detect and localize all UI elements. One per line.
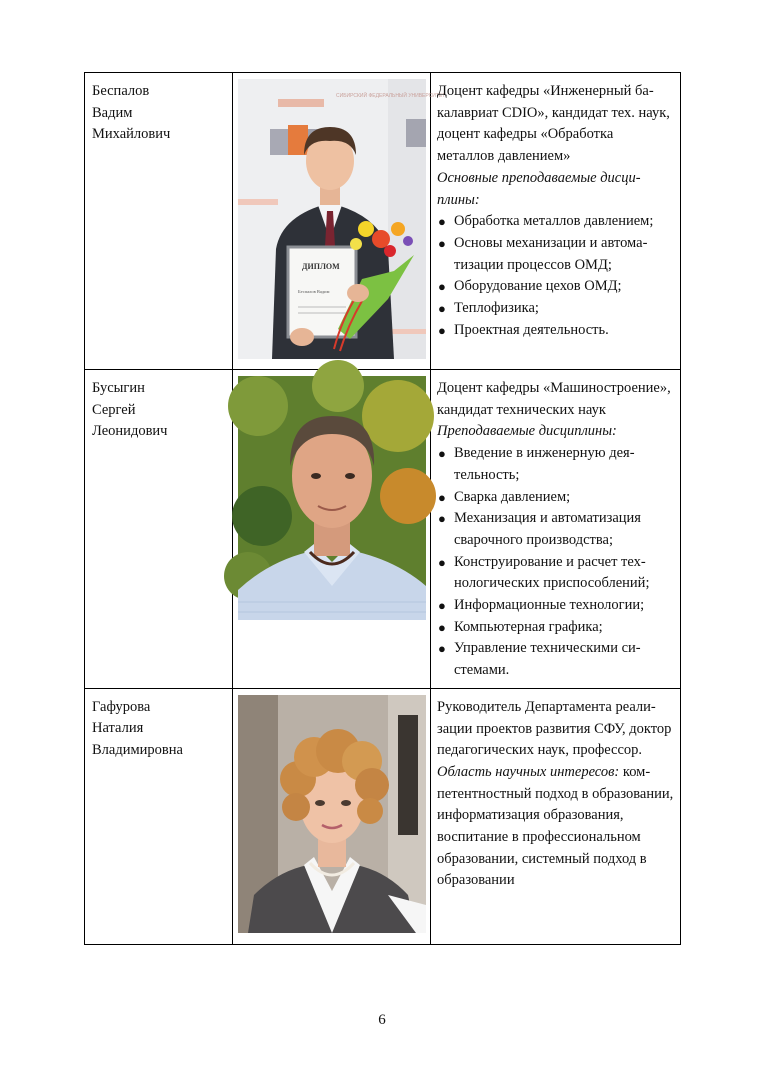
list-item: ● Конструирование и расчет технологических приспособлений; bbox=[438, 553, 650, 592]
bullet-icon: ● bbox=[438, 446, 446, 462]
position-text: Доцент кафедры «Машиностроение», кандидат технических наук bbox=[437, 380, 671, 418]
research-interests bbox=[437, 762, 674, 892]
patronymic: Михайлович bbox=[92, 126, 171, 142]
list-item: ● Основы механизации и автоматизации процессов ОМД; bbox=[438, 234, 648, 273]
photo-cell bbox=[233, 73, 446, 370]
diploma-name: Беспалов Вадим bbox=[298, 289, 330, 294]
list-item: ● Сварка давлением; bbox=[437, 487, 674, 509]
disciplines-heading: Преподаваемые дисциплины: bbox=[437, 423, 617, 440]
interests-label: Область научных интересов: bbox=[437, 763, 620, 780]
portrait-photo bbox=[238, 695, 426, 933]
list-item: ● Информационные технологии; bbox=[437, 595, 674, 617]
table-row bbox=[85, 688, 681, 944]
surname: Бусыгин bbox=[92, 380, 145, 396]
bullet-icon: ● bbox=[438, 214, 446, 230]
list-item: ● Теплофизика; bbox=[437, 298, 674, 320]
bullet-icon: ● bbox=[438, 554, 446, 570]
info-cell bbox=[431, 73, 681, 370]
list-item: ● Проектная деятельность. bbox=[437, 320, 674, 342]
bullet-icon: ● bbox=[438, 489, 446, 505]
disciplines-list bbox=[437, 443, 674, 682]
table-row bbox=[85, 370, 681, 689]
table-row bbox=[85, 73, 681, 370]
name-cell bbox=[85, 688, 233, 944]
list-item: ● Механизация и автоматизация сварочного производства; bbox=[438, 510, 641, 548]
list-item: ● Введение в инженерную деятельность; bbox=[438, 445, 635, 483]
bullet-icon: ● bbox=[438, 619, 446, 635]
banner-text: СИБИРСКИЙ ФЕДЕРАЛЬНЫЙ УНИВЕРСИТЕТ bbox=[336, 93, 446, 99]
bullet-icon: ● bbox=[438, 279, 446, 295]
bullet-icon: ● bbox=[438, 598, 446, 614]
first-name: Вадим bbox=[92, 104, 133, 121]
first-name: Наталия bbox=[92, 720, 144, 737]
list-item: ● Компьютерная графика; bbox=[437, 617, 674, 639]
list-item: ● Обработка металлов давлением; bbox=[437, 211, 674, 233]
bullet-icon: ● bbox=[438, 511, 446, 527]
name-cell bbox=[85, 73, 233, 370]
staff-table bbox=[84, 72, 681, 945]
list-item: ● Управление техническими системами. bbox=[438, 640, 641, 679]
bullet-icon: ● bbox=[438, 641, 446, 657]
bullet-icon: ● bbox=[438, 322, 446, 338]
photo-cell bbox=[233, 688, 431, 944]
list-item: ● Оборудование цехов ОМД; bbox=[437, 276, 674, 298]
portrait-photo bbox=[238, 376, 426, 620]
surname: Гафурова bbox=[92, 698, 151, 715]
interests-text: компетентностный подход в образовании, информатизация образования, воспитание в профессиональном образовании, системный подход в образовании bbox=[437, 763, 674, 889]
diploma-title: ДИПЛОМ bbox=[302, 262, 340, 271]
bullet-icon: ● bbox=[438, 235, 446, 251]
info-cell bbox=[431, 370, 681, 689]
photo-cell bbox=[233, 370, 431, 689]
page-number: 6 bbox=[378, 1012, 386, 1028]
bullet-icon: ● bbox=[438, 301, 446, 317]
info-cell bbox=[431, 688, 681, 944]
disciplines-list bbox=[437, 211, 674, 341]
position-text: Доцент кафедры «Инженерный бакалавриат CDIO», кандидат тех. наук, доцент кафедры «Обработка металлов давлением» bbox=[437, 83, 670, 165]
disciplines-heading: Основные преподаваемые дисциплины: bbox=[437, 169, 641, 208]
patronymic: Владимировна bbox=[92, 741, 183, 758]
surname: Беспалов bbox=[92, 83, 150, 99]
patronymic: Леонидович bbox=[92, 423, 168, 439]
first-name: Сергей bbox=[92, 401, 136, 418]
portrait-photo bbox=[238, 79, 446, 359]
position-text: Руководитель Департамента реализации проектов развития СФУ, доктор педагогических наук, профессор. bbox=[437, 698, 672, 759]
name-cell bbox=[85, 370, 233, 689]
